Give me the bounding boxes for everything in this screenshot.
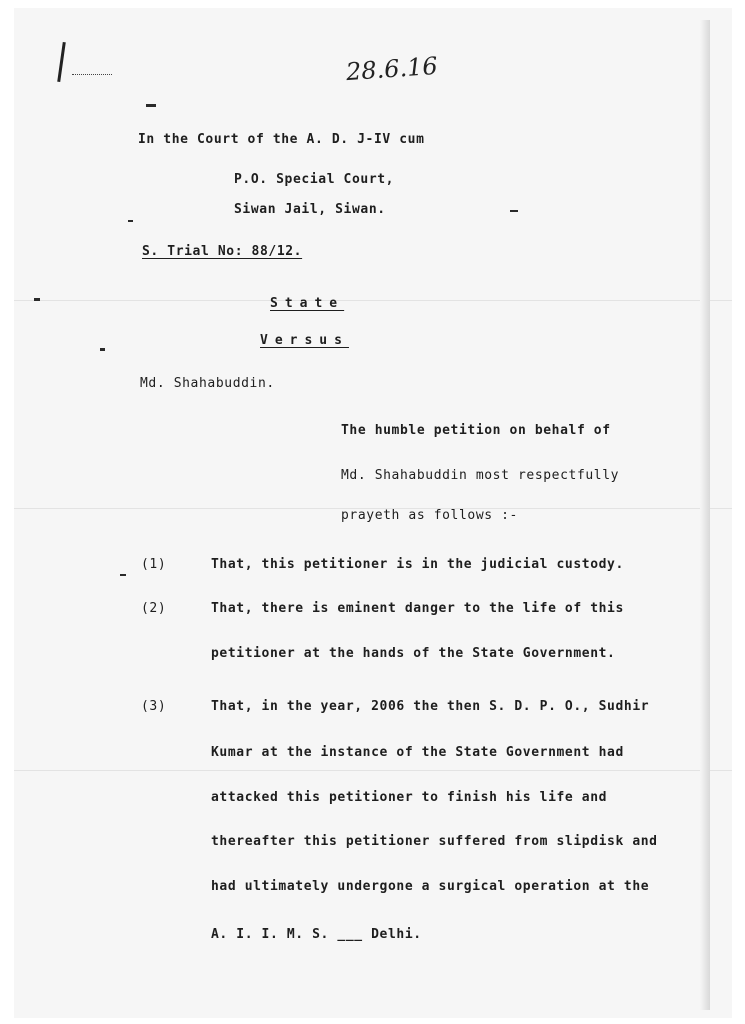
ink-speck [128, 220, 133, 222]
ink-speck [100, 348, 105, 351]
trial-number: S. Trial No: 88/12. [142, 244, 303, 259]
court-header-line3: Siwan Jail, Siwan. [234, 202, 386, 217]
paragraph-line: Kumar at the instance of the State Government had [211, 745, 624, 760]
party-state: State [270, 296, 345, 311]
intro-line: Md. Shahabuddin most respectfully [341, 468, 620, 483]
ink-speck [146, 104, 156, 107]
paragraph-line: A. I. I. M. S. ___ Delhi. [211, 927, 422, 942]
fold-line [14, 300, 732, 301]
court-header-line1: In the Court of the A. D. J-IV cum [138, 132, 425, 147]
ink-speck [120, 574, 126, 576]
paragraph-number: (3) [141, 699, 167, 714]
ink-speck [510, 210, 518, 212]
paragraph-line: attacked this petitioner to finish his life and [211, 790, 608, 805]
paragraph-line: That, this petitioner is in the judicial custody. [211, 557, 624, 572]
versus-label: Versus [260, 333, 349, 348]
intro-line: prayeth as follows :- [341, 508, 518, 523]
handwritten-date: 28.6.16 [345, 51, 439, 87]
intro-line: The humble petition on behalf of [341, 423, 611, 438]
ink-speck [34, 298, 40, 301]
page-edge-shadow [700, 20, 710, 1010]
court-header-line2: P.O. Special Court, [234, 172, 395, 187]
paragraph-number: (1) [141, 557, 167, 572]
paragraph-line: That, there is eminent danger to the life of this [211, 601, 624, 616]
paragraph-line: petitioner at the hands of the State Government. [211, 646, 616, 661]
paragraph-number: (2) [141, 601, 167, 616]
handwritten-dots [72, 60, 112, 75]
fold-line [14, 770, 732, 771]
paragraph-line: had ultimately undergone a surgical operation at the [211, 879, 650, 894]
paragraph-line: thereafter this petitioner suffered from slipdisk and [211, 834, 658, 849]
accused-name: Md. Shahabuddin. [140, 376, 275, 391]
paragraph-line: That, in the year, 2006 the then S. D. P. O., Sudhir [211, 699, 650, 714]
